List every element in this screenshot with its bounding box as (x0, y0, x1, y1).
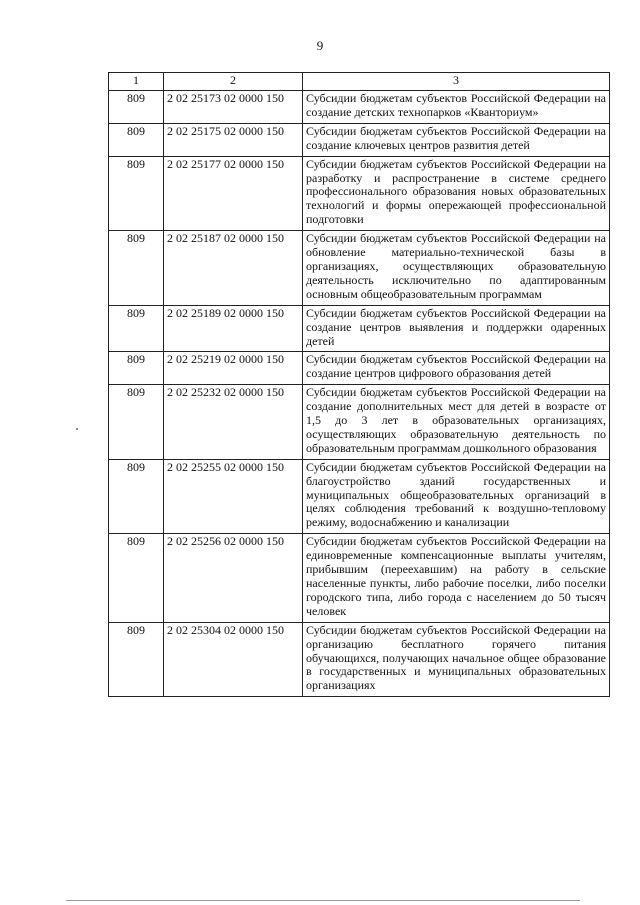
column-header-3: 3 (303, 73, 610, 91)
admin-code-cell: 809 (109, 459, 164, 534)
page-number: 9 (316, 38, 324, 53)
table-row (109, 91, 610, 124)
table-header-row (109, 73, 610, 91)
admin-code-cell: 809 (109, 534, 164, 622)
table-row (109, 123, 610, 156)
revenue-code-cell: 2 02 25232 02 0000 150 (164, 385, 303, 460)
admin-code-cell: 809 (109, 622, 164, 697)
table-row (109, 622, 610, 697)
column-header-2: 2 (164, 73, 303, 91)
revenue-name-cell: Субсидии бюджетам субъектов Российской Федерации на создание дополнительных мест для детей в возрасте от 1,5 до 3 лет в образовательных организациях, осуществляющих образовательную деятельность по образовательным программам дошкольного образования (303, 385, 610, 460)
revenue-code-cell: 2 02 25175 02 0000 150 (164, 123, 303, 156)
table-row (109, 305, 610, 352)
revenue-code-cell: 2 02 25173 02 0000 150 (164, 91, 303, 124)
table-body (109, 73, 610, 697)
admin-code-cell: 809 (109, 305, 164, 352)
admin-code-cell: 809 (109, 91, 164, 124)
revenue-name-cell: Субсидии бюджетам субъектов Российской Федерации на организацию бесплатного горячего питания обучающихся, получающих начальное общее образование в государственных и муниципальных образовательных организациях (303, 622, 610, 697)
table-row (109, 156, 610, 231)
revenue-name-cell: Субсидии бюджетам субъектов Российской Федерации на создание центров цифрового образования детей (303, 352, 610, 385)
revenue-name-cell: Субсидии бюджетам субъектов Российской Федерации на создание детских технопарков «Кванториум» (303, 91, 610, 124)
revenue-code-cell: 2 02 25189 02 0000 150 (164, 305, 303, 352)
table-row (109, 459, 610, 534)
revenue-name-cell: Субсидии бюджетам субъектов Российской Федерации на создание ключевых центров развития детей (303, 123, 610, 156)
table-row (109, 231, 610, 306)
revenue-name-cell: Субсидии бюджетам субъектов Российской Федерации на разработку и распространение в системе среднего профессионального образования новых образовательных технологий и формы опережающей профессиональной подготовки (303, 156, 610, 231)
table-row (109, 385, 610, 460)
revenue-name-cell: Субсидии бюджетам субъектов Российской Федерации на создание центров выявления и поддержки одаренных детей (303, 305, 610, 352)
table-row (109, 534, 610, 622)
revenue-name-cell: Субсидии бюджетам субъектов Российской Федерации на благоустройство зданий государственных и муниципальных общеобразовательных организаций в целях соблюдения требований к воздушно-тепловому режиму, водоснабжению и канализации (303, 459, 610, 534)
revenue-code-cell: 2 02 25304 02 0000 150 (164, 622, 303, 697)
budget-revenue-table (108, 72, 610, 697)
admin-code-cell: 809 (109, 385, 164, 460)
revenue-code-cell: 2 02 25177 02 0000 150 (164, 156, 303, 231)
revenue-code-cell: 2 02 25219 02 0000 150 (164, 352, 303, 385)
scan-mark (76, 428, 78, 430)
revenue-name-cell: Субсидии бюджетам субъектов Российской Федерации на обновление материально-технической базы в организациях, осуществляющих образовательную деятельность исключительно по адаптированным основным общеобразовательным программам (303, 231, 610, 306)
page-bottom-edge (66, 900, 580, 901)
revenue-code-cell: 2 02 25255 02 0000 150 (164, 459, 303, 534)
admin-code-cell: 809 (109, 231, 164, 306)
admin-code-cell: 809 (109, 352, 164, 385)
revenue-code-cell: 2 02 25187 02 0000 150 (164, 231, 303, 306)
column-header-1: 1 (109, 73, 164, 91)
admin-code-cell: 809 (109, 156, 164, 231)
revenue-name-cell: Субсидии бюджетам субъектов Российской Федерации на единовременные компенсационные выплаты учителям, прибывшим (переехавшим) на работу в сельские населенные пункты, либо рабочие поселки, либо поселки городского типа, либо города с населением до 50 тысяч человек (303, 534, 610, 622)
admin-code-cell: 809 (109, 123, 164, 156)
revenue-code-cell: 2 02 25256 02 0000 150 (164, 534, 303, 622)
table-row (109, 352, 610, 385)
